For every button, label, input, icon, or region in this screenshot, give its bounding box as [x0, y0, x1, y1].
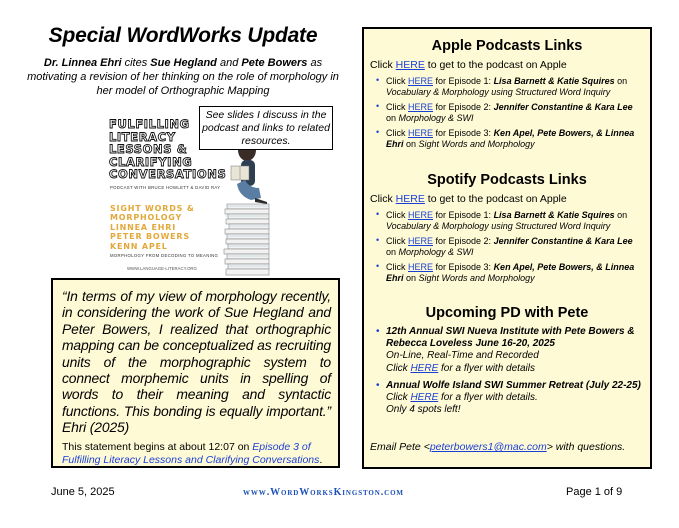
list-item [376, 210, 644, 232]
spotify-episode-2-link[interactable]: HERE [408, 236, 434, 246]
item-text: on [614, 210, 628, 220]
quote-box [51, 278, 340, 468]
item-text: on [403, 139, 419, 149]
pd-event-link-line [386, 392, 644, 404]
apple-episode-2-link[interactable]: HERE [408, 102, 434, 112]
cover-hosts: PODCAST WITH BRUCE HOWLETT & DAVID RAY [110, 185, 221, 190]
item-text: Click [386, 362, 411, 374]
bullet-icon: • [376, 209, 380, 219]
cover-topic-line: LINNEA EHRI [110, 222, 177, 232]
slides-callout-box: See slides I discuss in the podcast and links to related resources. [199, 106, 333, 150]
episode-guests: Ken Apel, Pete Bowers, & Linnea Ehri [386, 262, 635, 283]
cover-url: WWW.LANGUAGE-LITERACY.ORG [127, 266, 197, 271]
list-item [376, 236, 644, 258]
email-text: > with questions. [546, 441, 626, 453]
cover-title-line: CLARIFYING [109, 154, 193, 169]
episode-guests: Jennifer Constantine & Kara Lee [493, 102, 633, 112]
item-text: for Episode 3: [433, 262, 494, 272]
cover-topic-line: MORPHOLOGY [110, 213, 183, 223]
intro-text: to get to the podcast on Apple [424, 59, 567, 71]
intro-text: Click [370, 59, 396, 71]
item-text: Click [386, 262, 408, 272]
item-text: on [386, 247, 399, 257]
episode-3-link[interactable]: Episode 3 of Fulfilling Literacy Lessons and Clarifying Conversations [62, 440, 320, 466]
list-item [376, 102, 644, 124]
cover-topic-line: SIGHT WORDS & [110, 204, 195, 213]
footer-website-link[interactable]: www.WordWorksKingston.com [243, 487, 404, 498]
subtitle-name-bowers: Pete Bowers [241, 57, 308, 69]
pd-heading: Upcoming PD with Pete [425, 305, 589, 321]
apple-heading: Apple Podcasts Links [431, 38, 583, 54]
item-text: for a flyer with details. [438, 392, 538, 404]
ehri-quote: “In terms of my view of morphology recently, in considering the work of Sue Hegland and Peter Bowers, I realized that orthographic mapping can be conceptualized as recruiting units of the morphographic system to connect morphemic units in spelling of words to their meaning and syntactic functions. This bonding is equally important.” Ehri (2025) [62, 288, 331, 436]
intro-text: Click [370, 193, 396, 205]
cover-title-line: LESSONS & [109, 142, 188, 156]
item-text: Click [386, 392, 411, 404]
email-line [370, 441, 625, 453]
spots-left-note: Only 4 spots left! [386, 404, 461, 416]
episode-topic: Sight Words and Morphology [418, 273, 535, 283]
bullet-icon: • [376, 101, 380, 111]
footer-date: June 5, 2025 [51, 486, 115, 498]
cover-title-line: LITERACY [109, 129, 176, 144]
cover-topics [110, 204, 195, 251]
cover-title-line: CONVERSATIONS [109, 167, 227, 181]
intro-text: to get to the podcast on Apple [424, 193, 567, 205]
note-text: . [319, 453, 323, 466]
pd-event-title: Annual Wolfe Island SWI Summer Retreat (July 22-25) [386, 379, 641, 391]
episode-topic: Sight Words and Morphology [418, 139, 535, 149]
spotify-episode-1-link[interactable]: HERE [408, 210, 434, 220]
item-text: for Episode 1: [433, 76, 494, 86]
wolfe-island-flyer-link[interactable]: HERE [410, 392, 439, 404]
list-item [376, 326, 644, 375]
subtitle-name-hegland: Sue Hegland [150, 57, 217, 69]
pd-event-detail: On-Line, Real-Time and Recorded [386, 350, 539, 362]
apple-episode-1-link[interactable]: HERE [408, 76, 434, 86]
cover-title-line: FULFILLING [109, 117, 190, 131]
spotify-episode-list [376, 210, 644, 288]
pd-event-title: 12th Annual SWI Nueva Institute with Pete Bowers & Rebecca Loveless June 16-20, 2025 [386, 326, 635, 350]
item-text: on [386, 113, 399, 123]
bullet-icon: • [376, 235, 380, 245]
episode-guests: Lisa Barnett & Katie Squires [493, 76, 615, 86]
apple-intro [370, 59, 567, 71]
item-text: for Episode 2: [433, 236, 494, 246]
apple-podcast-link[interactable]: HERE [395, 59, 425, 71]
spotify-heading: Spotify Podcasts Links [427, 172, 587, 188]
subtitle-text: cites [121, 57, 151, 69]
nueva-flyer-link[interactable]: HERE [410, 362, 439, 374]
quote-source-note [62, 441, 331, 467]
bullet-icon: • [376, 326, 380, 337]
item-text: for Episode 3: [433, 128, 494, 138]
subtitle-text: and [216, 57, 242, 69]
list-item [376, 380, 644, 417]
cover-tagline: MORPHOLOGY FROM DECODING TO MEANING [110, 253, 219, 258]
spotify-podcast-link[interactable]: HERE [395, 193, 425, 205]
pd-event-link-line [386, 363, 644, 375]
cover-topic-line: KENN APEL [110, 241, 168, 251]
bullet-icon: • [376, 75, 380, 85]
item-text: for Episode 1: [433, 210, 494, 220]
spotify-episode-3-link[interactable]: HERE [408, 262, 434, 272]
links-panel [362, 27, 652, 469]
episode-topic: Vocabulary & Morphology using Structured Word Inquiry [386, 221, 611, 231]
pd-list [376, 326, 644, 421]
spotify-intro [370, 193, 567, 205]
item-text: for Episode 2: [433, 102, 494, 112]
episode-topic: Morphology & SWI [398, 247, 474, 257]
item-text: for a flyer with details [438, 362, 535, 374]
page-title: Special WordWorks Update [48, 24, 318, 47]
episode-guests: Ken Apel, Pete Bowers, & Linnea Ehri [386, 128, 635, 149]
bullet-icon: • [376, 261, 380, 271]
cover-topic-line: PETER BOWERS [110, 232, 190, 242]
episode-topic: Morphology & SWI [398, 113, 474, 123]
item-text: Click [386, 102, 408, 112]
list-item [376, 262, 644, 284]
note-text: This statement begins at about 12:07 on [62, 440, 253, 453]
item-text: Click [386, 128, 408, 138]
subtitle [22, 56, 344, 98]
apple-episode-3-link[interactable]: HERE [408, 128, 434, 138]
item-text: on [403, 273, 419, 283]
item-text: on [614, 76, 628, 86]
apple-episode-list [376, 76, 644, 154]
list-item [376, 128, 644, 150]
list-item [376, 76, 644, 98]
item-text: Click [386, 236, 408, 246]
email-link[interactable]: peterbowers1@mac.com [429, 441, 547, 453]
episode-topic: Vocabulary & Morphology using Structured Word Inquiry [386, 87, 611, 97]
footer-page-number: Page 1 of 9 [566, 486, 623, 498]
bullet-icon: • [376, 127, 380, 137]
episode-guests: Lisa Barnett & Katie Squires [493, 210, 615, 220]
subtitle-name-ehri: Dr. Linnea Ehri [43, 57, 122, 69]
bullet-icon: • [376, 379, 380, 391]
item-text: Click [386, 210, 408, 220]
item-text: Click [386, 76, 408, 86]
subtitle-text: as motivating a revision of her thinking on the role of morphology in her model of Orthographic Mapping [27, 57, 339, 97]
episode-guests: Jennifer Constantine & Kara Lee [493, 236, 633, 246]
email-text: Email Pete < [370, 441, 430, 453]
